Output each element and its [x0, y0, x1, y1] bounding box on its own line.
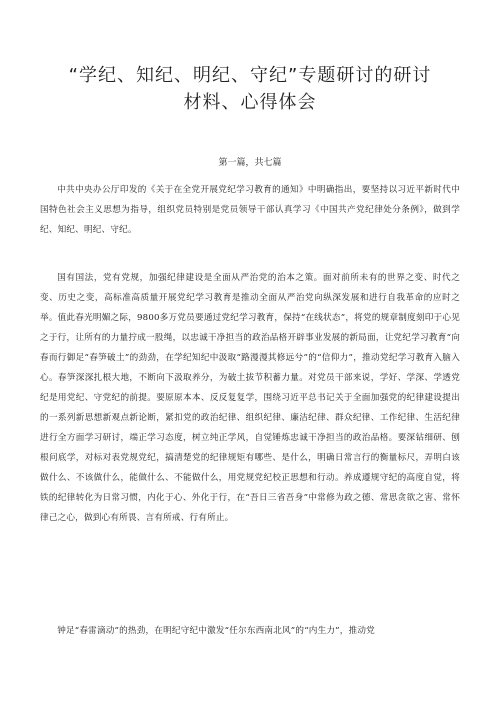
document-subtitle: 第一篇，共七篇	[218, 158, 282, 168]
paragraph-3: 钟足“春雷滴动”的热劲，在明纪守纪中激发“任尔东西南北风”的“内生力”，推动党	[57, 626, 375, 636]
paragraph-2: 国有国法，党有党规，加强纪律建设是全面从严治党的治本之策。面对前所未有的世界之变、时代之变、历史之变，高标准高质量开展党纪学习教育是推动全面从严治党向纵深发展和进行自我革命的应时之举。值此春光明媚之际，9800多万党员要通过党纪学习教育，保持“在线状态”，将党的规章制度刻印于心见之于行，让所有的力量拧成一股绳，以忠诚干净担当的政治品格开辟事业发展的新局面，让党纪学习教育“向春而行御足“春笋破土”的劲劲，在学纪知纪中汲取“路漫漫其修远兮”的“信仰力”，推动党纪学习教育入脑入心。春笋深深扎根大地，不断向下汲取养分，为破土拔节积蓄力量。对党员干部来说，学好、学深、学透党纪是用党纪、守党纪的前提。要原原本本、反反复复学，围绕习近平总书记关于全面加强党的纪律建设提出的一系列新思想新观点新论断，紧扣党的政治纪律、组织纪律、廉洁纪律、群众纪律、工作纪律、生活纪律进行全方面学习研讨，端正学习态度，树立纯正学风，自觉锤炼忠诚干净担当的政治品格。要深钻细研、刨根问底学，对标对表党规党纪，搞清楚党的纪律规矩有哪些、是什么，明确日常言行的衡量标尺，弄明白该做什么、不该做什么，能做什么、不能做什么，用党规党纪校正思想和行动。养成遵规守纪的高度自觉，将铁的纪律转化为日常习惯，内化于心、外化于行，在“吾日三省吾身”中常修为政之德、常思贪欲之害、常怀律己之心，做到心有所畏、言有所戒、行有所止。	[40, 273, 460, 523]
paragraph-1: 中共中央办公厅印发的《关于在全党开展党纪学习教育的通知》中明确指出，要坚持以习近平新时代中国特色社会主义思想为指导，组织党员特别是党员领导干部认真学习《中国共产党纪律处分条例》，做到学纪、知纪、明纪、守纪。	[40, 185, 460, 235]
document-title: “学纪、知纪、明纪、守纪”专题研讨的研讨材料、心得体会	[68, 65, 432, 113]
